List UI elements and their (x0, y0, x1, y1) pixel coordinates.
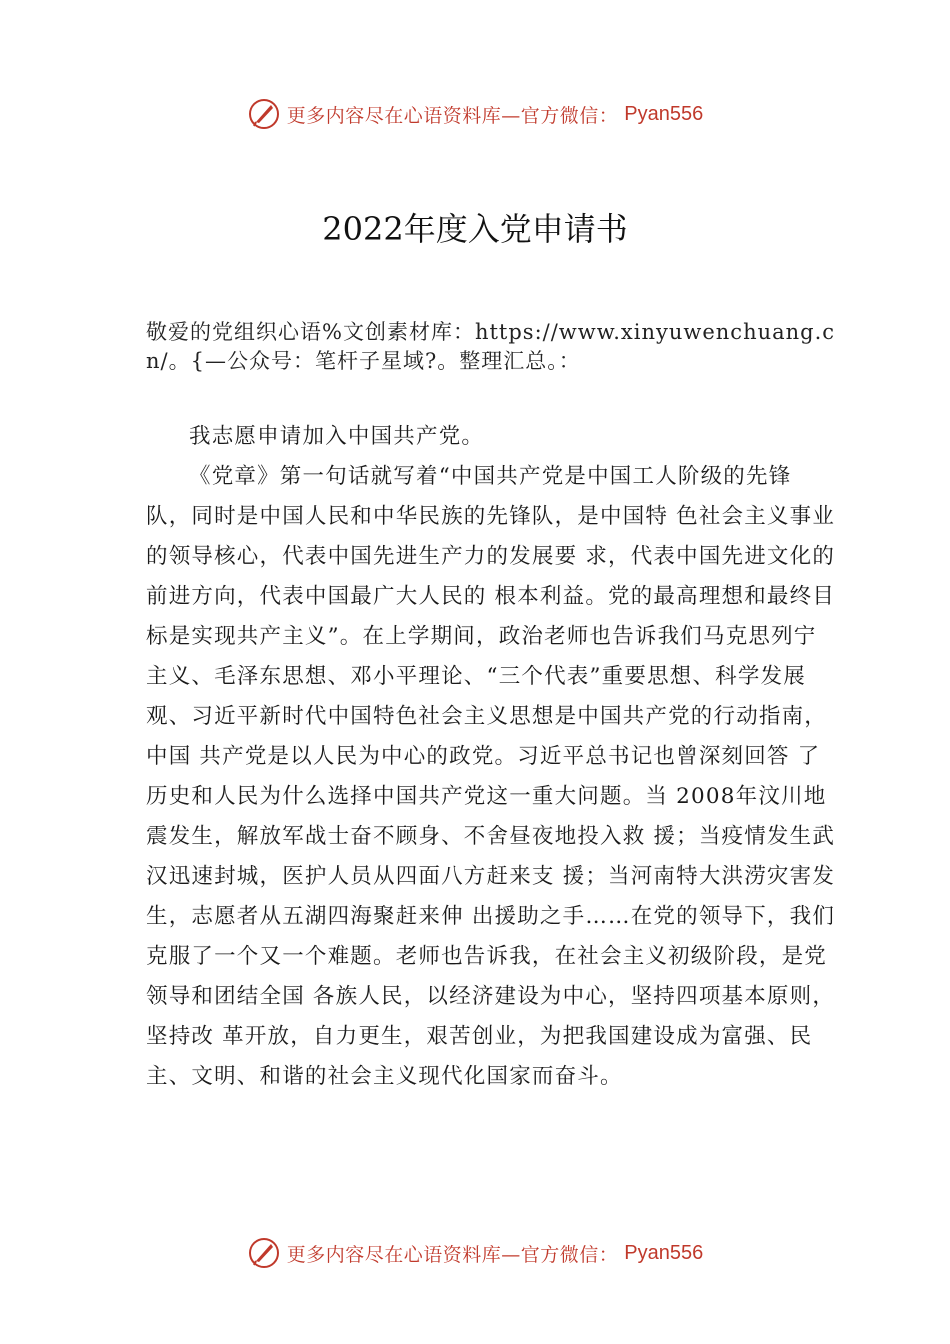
header-banner-text: 更多内容尽在心语资料库—官方微信： (286, 104, 619, 127)
quill-logo-icon (247, 97, 281, 131)
document-title: 2022年度入党申请书 (322, 210, 628, 248)
footer-banner (0, 1233, 950, 1273)
header-banner (0, 94, 950, 134)
quill-logo-icon (247, 1236, 281, 1270)
footer-banner-text: 更多内容尽在心语资料库—官方微信： (286, 1243, 619, 1266)
header-banner-account: Pyan556 (624, 102, 704, 125)
footer-banner-account: Pyan556 (624, 1241, 704, 1264)
salutation: 敬爱的党组织心语%文创素材库：https://www.xinyuwenchuang.cn/。{—公众号：笔杆子星域?。整理汇总。： (146, 320, 836, 373)
document-body (146, 417, 836, 1097)
paragraph-intro: 我志愿申请加入中国共产党。 (189, 424, 485, 449)
paragraph-main: 《党章》第一句话就写着“中国共产党是中国工人阶级的先锋队，同时是中国人民和中华民族的先锋队，是中国特 色社会主义事业的领导核心，代表中国先进生产力的发展要 求，代表中国先进文化的前进方向，代表中国最广大人民的 根本利益。党的最高理想和最终目标是实现共产主义”。在上学期间，政治老师也告诉我们马克思列宁主义、毛泽东思想、邓小平理论、“三个代表”重要思想、科学发展观、习近平新时代中国特色社会主义思想是中国共产党的行动指南，中国 共产党是以人民为中心的政党。习近平总书记也曾深刻回答 了历史和人民为什么选择中国共产党这一重大问题。当 2008年汶川地震发生，解放军战士奋不顾身、不舍昼夜地投入救 援；当疫情发生武汉迅速封城，医护人员从四面八方赶来支 援；当河南特大洪涝灾害发生，志愿者从五湖四海聚赶来伸 出援助之手……在党的领导下，我们克服了一个又一个难题。老师也告诉我，在社会主义初级阶段，是党领导和团结全国 各族人民，以经济建设为中心，坚持四项基本原则，坚持改 革开放，自力更生，艰苦创业，为把我国建设成为富强、民 主、文明、和谐的社会主义现代化国家而奋斗。 (146, 464, 836, 1089)
